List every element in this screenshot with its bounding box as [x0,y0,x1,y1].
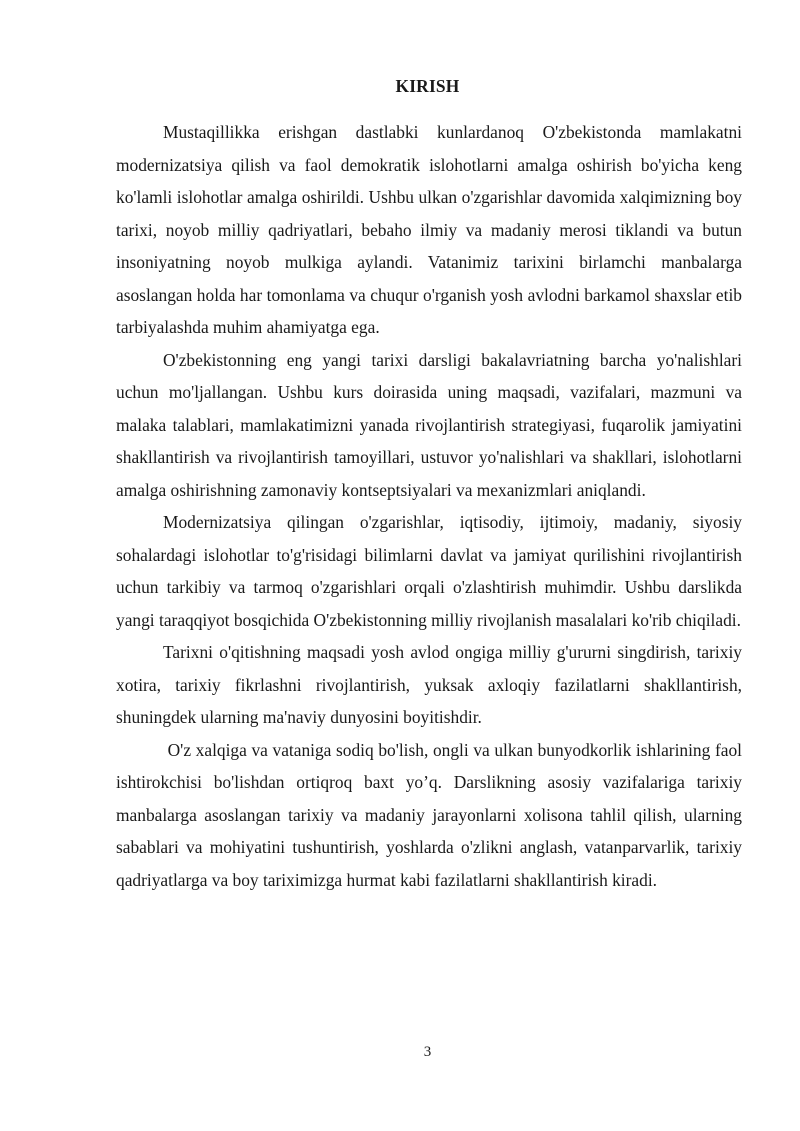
paragraph-3: Modernizatsiya qilingan o'zgarishlar, iqtisodiy, ijtimoiy, madaniy, siyosiy sohalardagi islohotlar to'g'risidagi bilimlarni davlat va jamiyat qurilishini rivojlantirish uchun tarkibiy va tarmoq o'zgarishlari orqali o'zlashtirish muhimdir. Ushbu darslikda yangi taraqqiyot bosqichida O'zbekistonning milliy rivojlanish masalalari ko'rib chiqiladi. [116,512,742,630]
paragraph-2: O'zbekistonning eng yangi tarixi darsligi bakalavriatning barcha yo'nalishlari uchun mo'ljallangan. Ushbu kurs doirasida uning maqsadi, vazifalari, mazmuni va malaka talablari, mamlakatimizni yanada rivojlantirish strategiyasi, fuqarolik jamiyatini shakllantirish va rivojlantirish tamoyillari, ustuvor yo'nalishlari va shakllari, islohotlarni amalga oshirishning zamonaviy kontseptsiyalari va mexanizmlari aniqlandi. [116,349,742,500]
page-number: 3 [423,1044,432,1060]
paragraph-1: Mustaqillikka erishgan dastlabki kunlardanoq O'zbekistonda mamlakatni modernizatsiya qilish va faol demokratik islohotlarni amalga oshirish bo'yicha keng ko'lamli islohotlar amalga oshirildi. Ushbu ulkan o'zgarishlar davomida xalqimizning boy tarixi, noyob milliy qadriyatlari, bebaho ilmiy va madaniy merosi tiklandi va butun insoniyatning noyob mulkiga aylandi. Vatanimiz tarixini birlamchi manbalarga asoslangan holda har tomonlama va chuqur o'rganish yosh avlodni barkamol shaxslar etib tarbiyalashda muhim ahamiyatga ega. [116,122,742,337]
page-title: KIRISH [395,76,460,96]
body-text [116,116,747,896]
paragraph-4: Tarixni o'qitishning maqsadi yosh avlod ongiga milliy g'ururni singdirish, tarixiy xotira, tarixiy fikrlashni rivojlantirish, yuksak axloqiy fazilatlarni shakllantirish, shuningdek ularning ma'naviy dunyosini boyitishdir. [116,642,742,727]
paragraph-5: O'z xalqiga va vataniga sodiq bo'lish, ongli va ulkan bunyodkorlik ishlarining faol ishtirokchisi bo'lishdan ortiqroq baxt yo’q. Darslikning asosiy vazifalariga tarixiy manbalarga asoslangan tarixiy va madaniy jarayonlarni xolisona tahlil qilish, ularning sabablari va mohiyatini tushuntirish, yoshlarda o'zlikni anglash, vatanparvarlik, tarixiy qadriyatlarga va boy tariximizga hurmat kabi fazilatlarni shakllantirish kiradi. [116,739,747,890]
